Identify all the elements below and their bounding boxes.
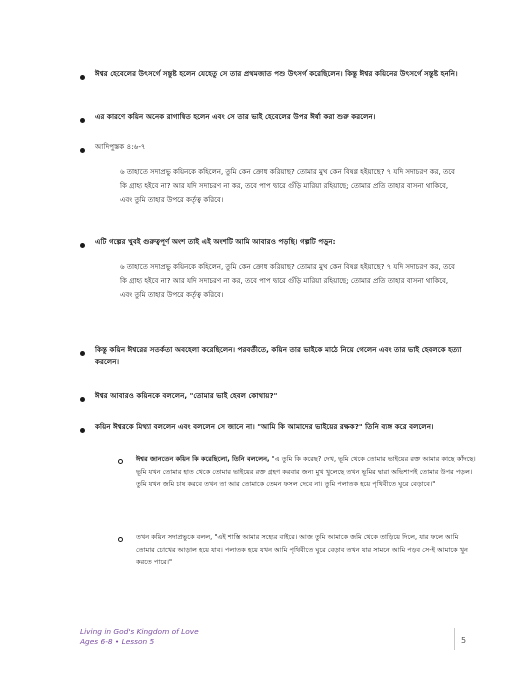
bullet-marker — [80, 75, 85, 80]
footer-divider — [454, 628, 455, 650]
bullet-text-cain-lied: কয়িন ঈশ্বরকে মিথ্যা বললেন এবং বললেন সে জানে না। "আমি কি আমাদের ভাইয়ের রক্ষক?" তিনি ব্যঙ্গ করে বললেন। — [95, 422, 434, 431]
bullet-marker — [80, 148, 85, 153]
footer-line-course: Living in God's Kingdom of Love — [80, 627, 199, 636]
sub-bullet-marker — [118, 537, 123, 542]
bullet-marker — [80, 397, 85, 402]
page-number: 5 — [461, 636, 467, 645]
sub-item-cain-response: তখন কয়িন সদাপ্রভুকে বলল, "এই শাস্তি আমার সহ্যের বাইরে। আজ তুমি আমাকে জমি থেকে তাড়িয়ে দিলে, যার ফলে আমি তোমার চোখের আড়াল হয়ে যাব। পলাতক হয়ে যখন আমি পৃথিবীতে ঘুরে বেড়াব তখন যার সামনে আমি পড়ব সে-ই আমাকে খুন করতে পারে।" — [136, 533, 468, 567]
scripture-quote: ৬ তাহাতে সদাপ্রভু কয়িনকে কহিলেন, তুমি কেন ক্রোধ করিয়াছ? তোমার মুখ কেন বিষণ্ণ হইয়াছে? ৭ যদি সদাচরণ কর, তবে কি গ্রাহ্য হইবে না? আর যদি সদাচরণ না কর, তবে পাপ দ্বারে গুঁড়ি মারিয়া রহিয়াছে; তোমার প্রতি তাহার বাসনা থাকিবে, এবং তুমি তাহার উপরে কর্তৃত্ব করিবে। — [120, 168, 455, 204]
bullet-marker — [80, 243, 85, 248]
bullet-text-cain-ignored-warning: কিন্তু কয়িন ঈশ্বরের সতর্কতা অবহেলা করেছিলেন। পরবর্তীতে, কয়িন তার ভাইকে মাঠে নিয়ে গেলেন এবং তার ভাই হেবলকে হত্যা করলেন। — [95, 345, 462, 366]
sub-bullet-marker — [118, 459, 123, 464]
scripture-quote-repeat: ৬ তাহাতে সদাপ্রভু কয়িনকে কহিলেন, তুমি কেন ক্রোধ করিয়াছ? তোমার মুখ কেন বিষণ্ণ হইয়াছে? ৭ যদি সদাচরণ কর, তবে কি গ্রাহ্য হইবে না? আর যদি সদাচরণ না কর, তবে পাপ দ্বারে গুঁড়ি মারিয়া রহিয়াছে; তোমার প্রতি তাহার বাসনা থাকিবে, এবং তুমি তাহার উপরে কর্তৃত্ব করিবে। — [120, 263, 455, 299]
bullet-marker — [80, 428, 85, 433]
footer-line-lesson: Ages 6-8 • Lesson 5 — [80, 637, 155, 646]
sub-item-bold-lead: ঈশ্বর জানতেন কয়িন কি করেছিলো, তিনি বললেন, — [136, 455, 270, 463]
bullet-text-god-pleased: ঈশ্বর হেবেলের উৎসর্গে সন্তুষ্ট হলেন যেহেতু সে তার প্রথমজাত পশু উৎসর্গ করেছিলেন। কিন্তু ঈশ্বর কয়িনের উৎসর্গে সন্তুষ্ট হননি। — [95, 69, 458, 78]
bullet-text-cain-angry: এর কারণে কয়িন অনেক রাগান্বিত হলেন এবং সে তার ভাই হেবেলের উপর ঈর্ষা করা শুরু করলেন। — [95, 112, 376, 121]
footer-title — [80, 627, 199, 647]
sub-item-god-knew — [136, 453, 476, 491]
sub-item-body: "এ তুমি কি করেছ? দেখ, ভূমি থেকে তোমার ভাইয়ের রক্ত আমার কাছে কাঁদছে। ভূমি যখন তোমার হাত থেকে তোমার ভাইয়ের রক্ত গ্রহণ করবার জন্য মুখ খুলেছে তখন ভূমির দ্বারা অভিশাপই তোমার উপর পড়ল। তুমি যখন জমি চাষ করবে তখন তা আর তোমাকে তেমন ফসল দেবে না। তুমি পলাতক হয়ে পৃথিবীতে ঘুরে বেড়াবে।" — [136, 455, 476, 489]
bullet-marker — [80, 118, 85, 123]
bullet-marker — [80, 351, 85, 356]
bullet-text-scripture-reference: আদিপুস্তক ৪:৬-৭ — [95, 142, 146, 151]
bullet-text-where-is-abel: ঈশ্বর আবারও কয়িনকে বললেন, "তোমার ভাই হেবল কোথায়?" — [95, 391, 278, 400]
bullet-text-important-part: এটি গল্পের খুবই গুরুত্বপূর্ণ অংশ তাই এই অংশটি আমি আবারও পড়ছি। গল্পটি পড়ুন: — [95, 237, 336, 246]
